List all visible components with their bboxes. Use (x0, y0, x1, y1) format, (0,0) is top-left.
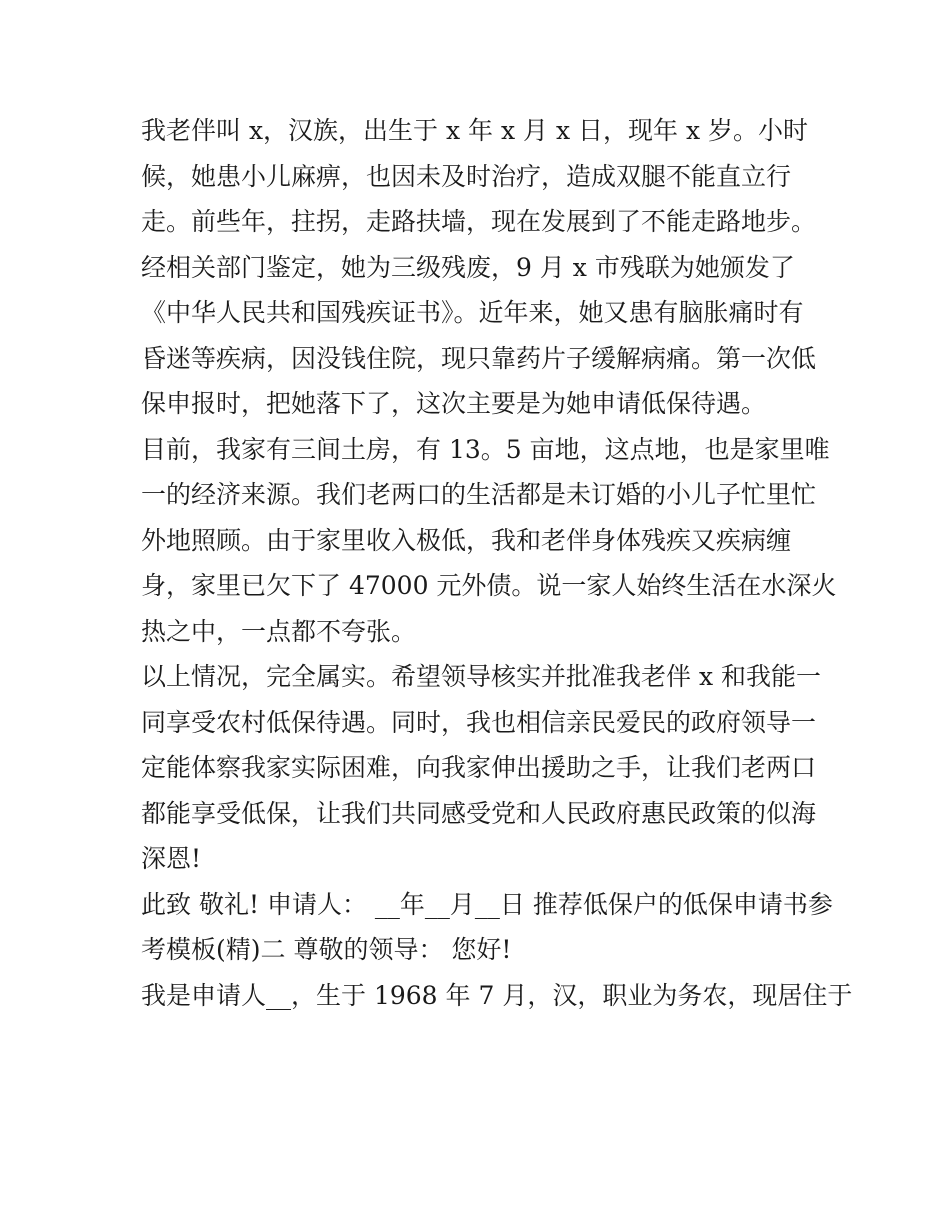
text-line-8: 目前，我家有三间土房，有 13。5 亩地，这点地，也是家里唯 (141, 434, 830, 464)
text-line-14: 同享受农村低保待遇。同时，我也相信亲民爱民的政府领导一 (141, 707, 817, 737)
text-line-12: 热之中，一点都不夸张。 (141, 616, 417, 646)
text-line-1: 我老伴叫 x，汉族，出生于 x 年 x 月 x 日，现年 x 岁。小时 (141, 116, 809, 145)
text-line-6: 昏迷等疾病，因没钱住院，现只靠药片子缓解病痛。第一次低 (141, 343, 817, 373)
text-line-20: 我是申请人__，生于 1968 年 7 月，汉，职业为务农，现居住于 (141, 980, 853, 1010)
text-line-17: 深恩! (141, 844, 202, 873)
text-line-15: 定能体察我家实际困难，向我家伸出援助之手，让我们老两口 (141, 753, 817, 782)
text-line-19: 考模板(精)二 尊敬的领导： 您好! (141, 935, 512, 964)
text-line-10: 外地照顾。由于家里收入极低，我和老伴身体残疾又疾病缠 (141, 525, 792, 555)
text-line-11: 身，家里已欠下了 47000 元外债。说一家人始终生活在水深火 (141, 571, 837, 600)
text-line-5: 《中华人民共和国残疾证书》。近年来，她又患有脑胀痛时有 (141, 298, 804, 327)
text-line-2: 候，她患小儿麻痹，也因未及时治疗，造成双腿不能直立行 (141, 161, 792, 191)
text-line-9: 一的经济来源。我们老两口的生活都是未订婚的小儿子忙里忙 (141, 480, 817, 509)
text-line-18: 此致 敬礼! 申请人： __年__月__日 推荐低保户的低保申请书参 (141, 889, 833, 919)
text-line-7: 保申报时，把她落下了，这次主要是为她申请低保待遇。 (141, 389, 767, 418)
text-line-4: 经相关部门鉴定，她为三级残废，9 月 x 市残联为她颁发了 (141, 252, 795, 282)
text-line-16: 都能享受低保，让我们共同感受党和人民政府惠民政策的似海 (141, 798, 817, 828)
text-line-3: 走。前些年，拄拐，走路扶墙，现在发展到了不能走路地步。 (141, 207, 817, 236)
document-body (141, 108, 853, 1018)
text-line-13: 以上情况，完全属实。希望领导核实并批准我老伴 x 和我能一 (141, 662, 821, 691)
